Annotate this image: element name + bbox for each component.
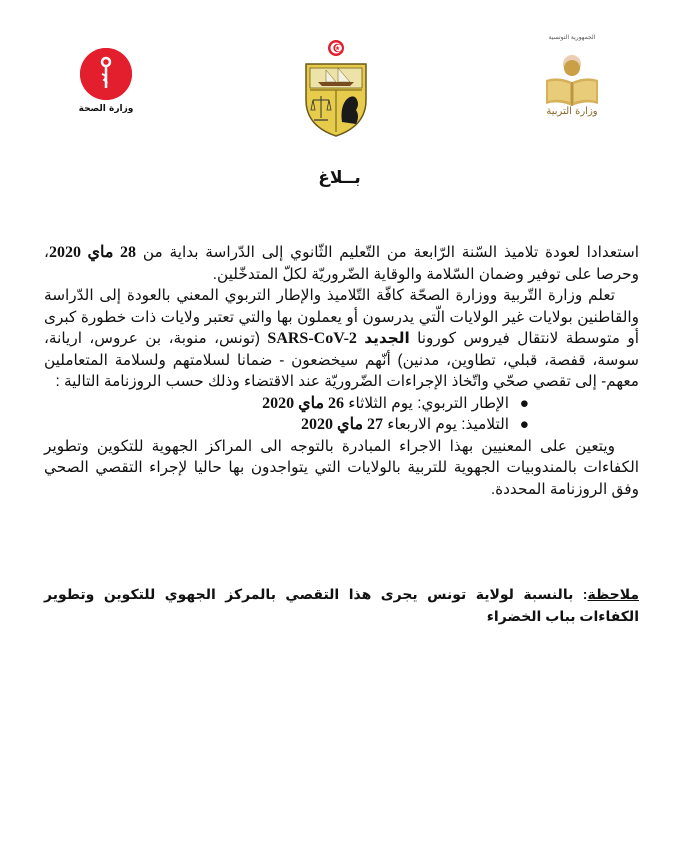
- notice-paragraph: [44, 285, 639, 393]
- schedule-list: [44, 393, 639, 436]
- schedule-item-staff: [44, 393, 529, 415]
- health-ministry-caption: وزارة الصحة: [78, 104, 134, 114]
- document-body: [44, 242, 639, 500]
- intro-text-end: ، وحرصا على توفير وضمان السّلامة والوقاية الضّروريّة لكلّ المتدخّلين.: [44, 244, 639, 283]
- note-text: : بالنسبة لولاية تونس يجرى هذا التقصي بالمركز الجهوي للتكوين وتطوير الكفاءات بباب الخضراء: [44, 586, 639, 624]
- bullet-icon: ●: [519, 394, 529, 412]
- education-ministry-caption: وزارة التربية: [546, 106, 598, 117]
- tunisia-coat-of-arms-icon: [300, 38, 372, 138]
- note-label: ملاحظة: [587, 586, 639, 602]
- schedule-date: 27 ماي 2020: [301, 416, 384, 433]
- intro-paragraph: [44, 242, 639, 285]
- notice-text-end: (تونس، منوبة، بن عروس، اريانة، سوسة، قفصة، قبلي، تطاوين، مدنين) أنّهم سيخضعون - ضمانا لسلامتهم ولسلامة المتعاملين معهم- إلى تقصي صحّي واتّخاذ الإجراءات الضّروريّة عند الاقتضاء وذلك حسب الروزنامة التالية :: [44, 330, 639, 390]
- schedule-item-students: [44, 414, 529, 436]
- document-title: بــلاغ: [318, 168, 361, 187]
- coat-of-arms-logo: [300, 38, 372, 138]
- bullet-icon: ●: [519, 416, 529, 433]
- health-ministry-emblem: [80, 48, 132, 100]
- virus-name: SARS-CoV-2: [267, 330, 357, 347]
- notice-text: تعلم وزارة التّربية ووزارة الصحّة كافّة التّلاميذ والإطار التربوي المعني بالعودة إلى الدّراسة والقاطنين بولايات غير الولايات الّتي يدرسون أو يعملون بها والتي تعتبر ولايات ذات خطورة كبرى أو متوسطة لانتقال فيروس كورونا: [44, 287, 639, 347]
- new-label: الجديد: [364, 330, 410, 347]
- schedule-label: الإطار التربوي: يوم الثلاثاء: [344, 394, 509, 412]
- education-ministry-logo: [538, 34, 606, 130]
- schedule-date: 26 ماي 2020: [262, 394, 345, 412]
- note-paragraph: [44, 583, 639, 627]
- intro-text: استعدادا لعودة تلاميذ السّنة الرّابعة من التّعليم الثّانوي إلى الدّراسة بداية من: [136, 244, 639, 261]
- start-date: 28 ماي 2020: [48, 244, 137, 261]
- book-emblem-icon: [538, 42, 606, 112]
- instructions-paragraph: ويتعين على المعنيين بهذا الاجراء المبادرة بالتوجه الى المراكز الجهوية للتكوين وتطوير الكفاءات بالمندوبيات الجهوية للتربية بالولايات التي يتواجدون بها حاليا لإجراء التقصي الصحي وفق الروزنامة المحددة.: [44, 437, 639, 498]
- health-ministry-logo: [78, 48, 134, 128]
- schedule-label: التلاميذ: يوم الاربعاء: [383, 416, 509, 433]
- republic-caption: الجمهورية التونسية: [548, 34, 596, 41]
- anchor-crescent-icon: [80, 48, 132, 100]
